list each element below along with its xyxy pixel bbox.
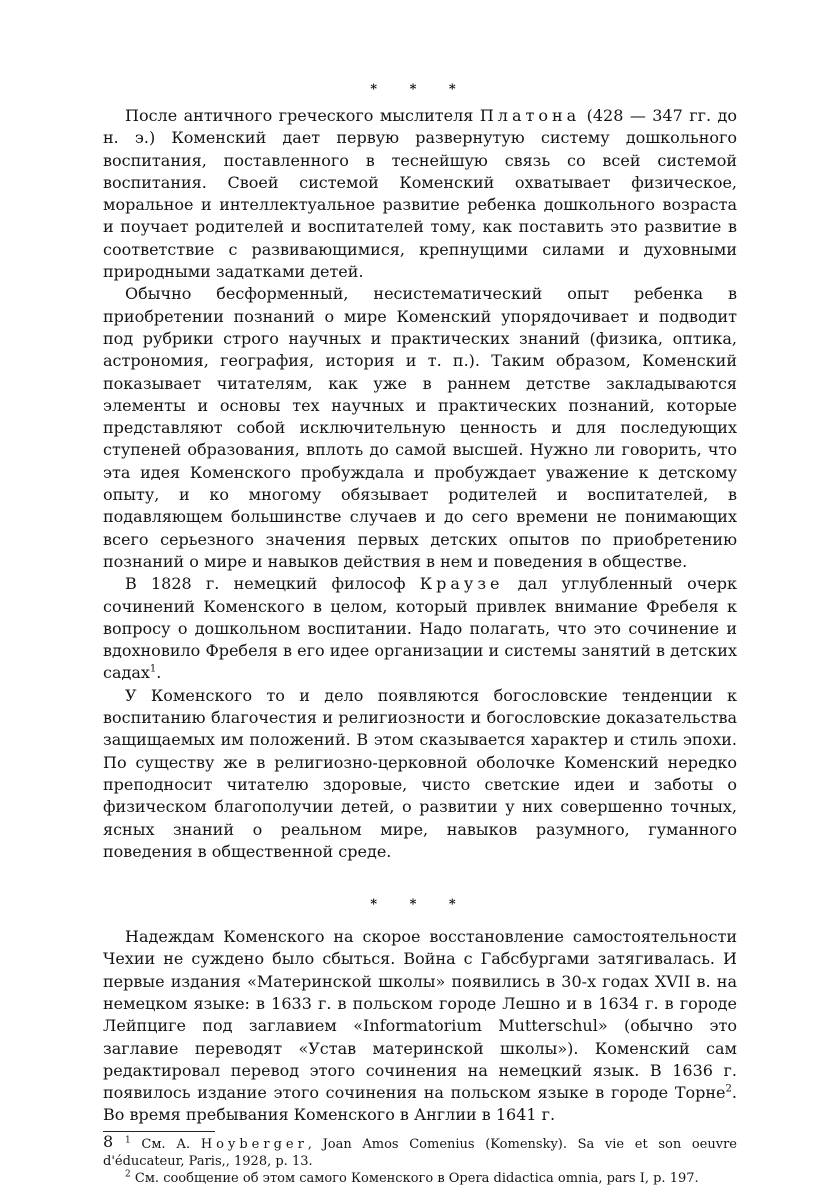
spaced-name-hoyberger: Hoyberger bbox=[200, 1136, 308, 1152]
footnote-text: , Joan Amos Comenius (Komensky). Sa vie et son oeuvre d'éducateur, Paris,, 1928, p. 13. bbox=[103, 1136, 737, 1169]
footnote-mark: 1 bbox=[125, 1135, 131, 1146]
footnote-ref-1[interactable]: 1 bbox=[149, 664, 157, 676]
footnote-mark: 2 bbox=[125, 1169, 131, 1180]
paragraph-text: дал углубленный очерк сочинений Коменского в целом, который привлек внимание Фребеля к вопросу о дошкольном воспитании. Надо полагать, что это сочинение и вдохновило Фребеля в его идее организации и системы занятий в детских садах bbox=[103, 574, 737, 683]
paragraph-experience: Обычно бесформенный, несистематический опыт ребенка в приобретении познаний о мире Коменский упорядочивает и подводит под рубрики строго научных и практических знаний (физика, оптика, астрономия, география, история и т. п.). Таким образом, Коменский показывает читателям, как уже в раннем детстве закладываются элементы и основы тех научных и практических познаний, которые представляют собой исключительную ценность и для последующих ступеней образования, вплоть до самой высшей. Нужно ли говорить, что эта идея Коменского пробуждала и пробуждает уважение к детскому опыту, и ко многому обязывает родителей и воспитателей, в подавляющем большинстве случаев и до сего времени не понимающих всего серьезного значения первых детских опытов по приобретению познаний о мире и навыков действия в нем и поведения в обществе. bbox=[103, 284, 737, 571]
page-body bbox=[103, 82, 737, 1187]
paragraph-text: В 1828 г. немецкий философ bbox=[125, 574, 420, 594]
footnote-ref-2[interactable]: 2 bbox=[725, 1083, 732, 1095]
paragraph-editions bbox=[103, 926, 737, 1127]
footnote-divider bbox=[103, 1131, 215, 1132]
section-divider: * * * bbox=[370, 82, 470, 97]
footnote-1 bbox=[103, 1136, 737, 1170]
paragraph-text: (428 — 347 гг. до н. э.) Коменский дает первую развернутую систему дошкольного воспитания, поставленного в теснейшую связь со всей системой воспитания. Своей системой Коменский охватывает физическое, моральное и интеллектуальное развитие ребенка дошкольного возраста и поучает родителей и воспитателей тому, как поставить это развитие в соответствие с развивающимися, крепнущими силами и духовными природными задатками детей. bbox=[103, 106, 737, 282]
section-divider: * * * bbox=[370, 897, 470, 913]
spaced-name-platon: Платона bbox=[479, 106, 581, 125]
paragraph-text: Надеждам Коменского на скорое восстановление самостоятельности Чехии не суждено было сбыться. Война с Габсбургами затягивалась. И первые издания «Материнской школы» появились в 30-х годах XVII в. на немецком языке: в 1633 г. в польском городе Лешно и в 1634 г. в городе Лейпциге под заглавием «Informatorium Mutterschul» (обычно это заглавие переводят «Устав материнской школы»). Коменский сам редактировал перевод этого сочинения на немецкий язык. В 1636 г. появилось издание этого сочинения на польском языке в городе Торне bbox=[103, 927, 737, 1103]
paragraph-text: После античного греческого мыслителя bbox=[125, 106, 480, 125]
footnote-text: См. А. bbox=[130, 1136, 201, 1152]
paragraph-text: . bbox=[156, 663, 162, 683]
footnote-2 bbox=[103, 1170, 737, 1187]
page-number: 8 bbox=[103, 1132, 114, 1151]
paragraph-krause bbox=[103, 573, 737, 684]
paragraph-text: . Во время пребывания Коменского в Англии в 1641 г. bbox=[103, 1083, 737, 1125]
footnote-text: См. сообщение об этом самого Коменского в Opera didactica omnia, pars I, p. 197. bbox=[130, 1170, 699, 1186]
spaced-name-krause: Краузе bbox=[419, 574, 504, 594]
paragraph-theology: У Коменского то и дело появляются богословские тенденции к воспитанию благочестия и религиозности и богословские доказательства защищаемых им положений. В этом сказывается характер и стиль эпохи. По существу же в религиозно-церковной оболочке Коменский нередко преподносит читателю здоровые, чисто светские идеи и заботы о физическом благополучии детей, о развитии у них совершенно точных, ясных знаний о реальном мире, навыков разумного, гуманного поведения в общественной среде. bbox=[103, 685, 737, 861]
paragraph-platon bbox=[103, 105, 737, 283]
